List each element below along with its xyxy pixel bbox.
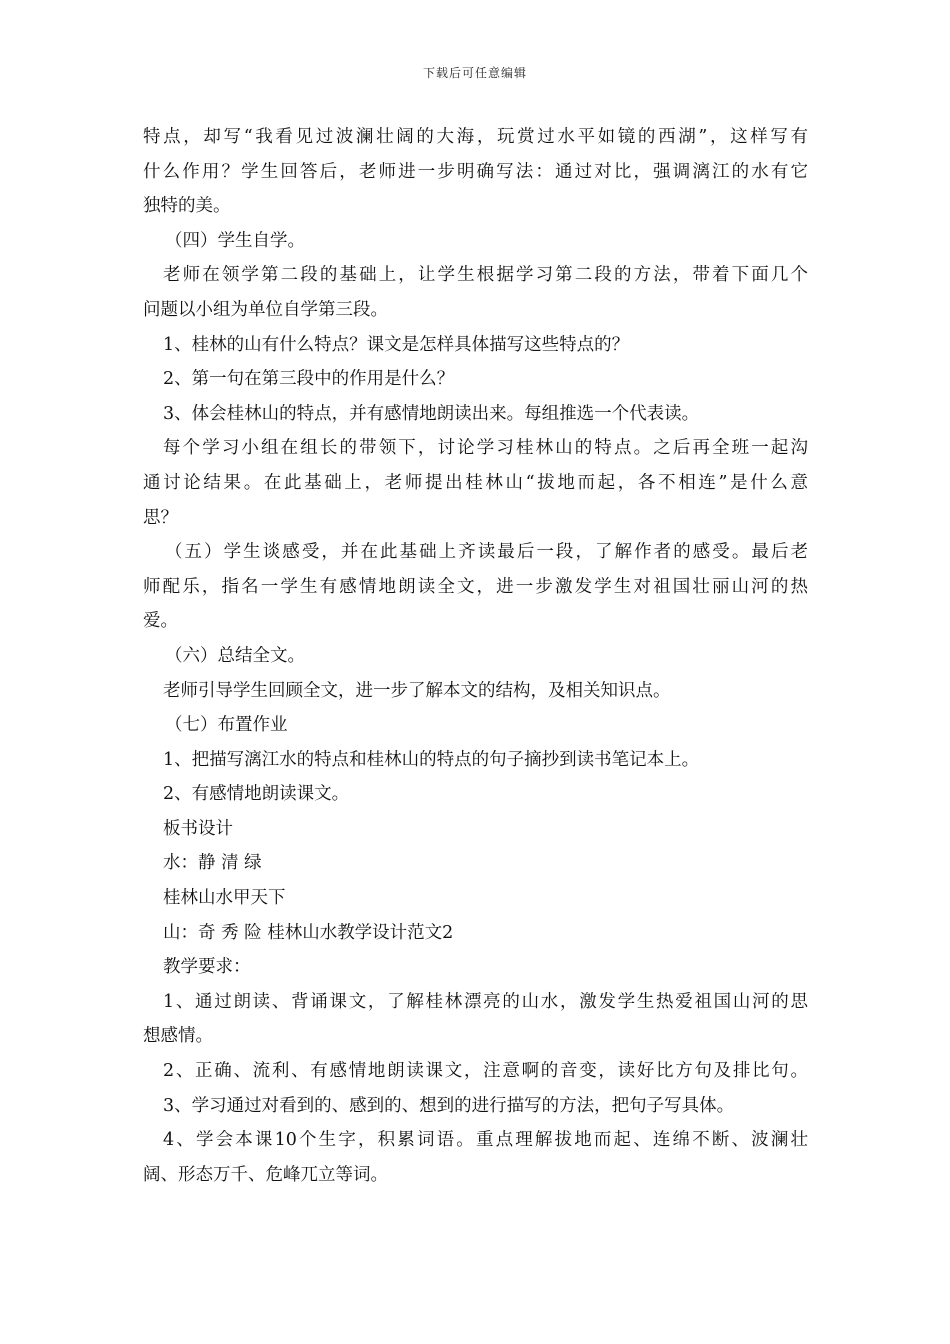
text-line: 每个学习小组在组长的带领下，讨论学习桂林山的特点。之后再全班一起沟 (163, 438, 808, 459)
text-line: （五）学生谈感受，并在此基础上齐读最后一段，了解作者的感受。最后老 (165, 542, 808, 563)
text-line: 阔、形态万千、危峰兀立等词。 (143, 1164, 388, 1185)
text-line: （四）学生自学。 (165, 230, 305, 251)
text-line: 教学要求： (163, 957, 251, 978)
text-line: 师配乐，指名一学生有感情地朗读全文，进一步激发学生对祖国壮丽山河的热 (143, 576, 808, 597)
text-line: 问题以小组为单位自学第三段。 (143, 299, 388, 320)
text-line: 1、桂林的山有什么特点？课文是怎样具体描写这些特点的？ (163, 334, 630, 355)
text-line: 3、学习通过对看到的、感到的、想到的进行描写的方法，把句子写具体。 (163, 1095, 735, 1116)
text-line: 老师在领学第二段的基础上，让学生根据学习第二段的方法，带着下面几个 (163, 265, 808, 286)
text-line: 山：奇 秀 险 桂林山水教学设计范文2 (163, 922, 454, 943)
text-line: 板书设计 (163, 818, 233, 839)
text-line: 爱。 (143, 611, 178, 632)
text-line: 思？ (143, 507, 178, 528)
text-line: 1、把描写漓江水的特点和桂林山的特点的句子摘抄到读书笔记本上。 (163, 749, 700, 770)
text-line: 水：静 清 绿 (163, 853, 262, 874)
text-line: 老师引导学生回顾全文，进一步了解本文的结构，及相关知识点。 (163, 680, 671, 701)
text-line: 4、学会本课10个生字，积累词语。重点理解拔地而起、连绵不断、波澜壮 (163, 1130, 808, 1151)
text-line: （七）布置作业 (165, 715, 288, 736)
text-line: 2、正确、流利、有感情地朗读课文，注意啊的音变，读好比方句及排比句。 (163, 1061, 808, 1082)
text-line: 想感情。 (143, 1026, 213, 1047)
page-header: 下载后可任意编辑 (422, 66, 527, 80)
text-line: 3、体会桂林山的特点，并有感情地朗读出来。每组推选一个代表读。 (163, 403, 700, 424)
document-body (143, 120, 808, 1192)
text-line: 什么作用？学生回答后，老师进一步明确写法：通过对比，强调漓江的水有它 (143, 161, 808, 182)
text-line: 独特的美。 (143, 196, 231, 217)
text-line: 桂林山水甲天下 (163, 888, 286, 909)
text-line: 2、有感情地朗读课文。 (163, 784, 350, 805)
text-line: 通讨论结果。在此基础上，老师提出桂林山“拔地而起，各不相连”是什么意 (143, 472, 808, 493)
text-line: 特点，却写“我看见过波澜壮阔的大海，玩赏过水平如镜的西湖”，这样写有 (143, 127, 808, 147)
text-line: 2、第一句在第三段中的作用是什么？ (163, 369, 455, 390)
text-line: 1、通过朗读、背诵课文，了解桂林漂亮的山水，激发学生热爱祖国山河的思 (163, 991, 808, 1012)
text-line: （六）总结全文。 (165, 645, 305, 666)
